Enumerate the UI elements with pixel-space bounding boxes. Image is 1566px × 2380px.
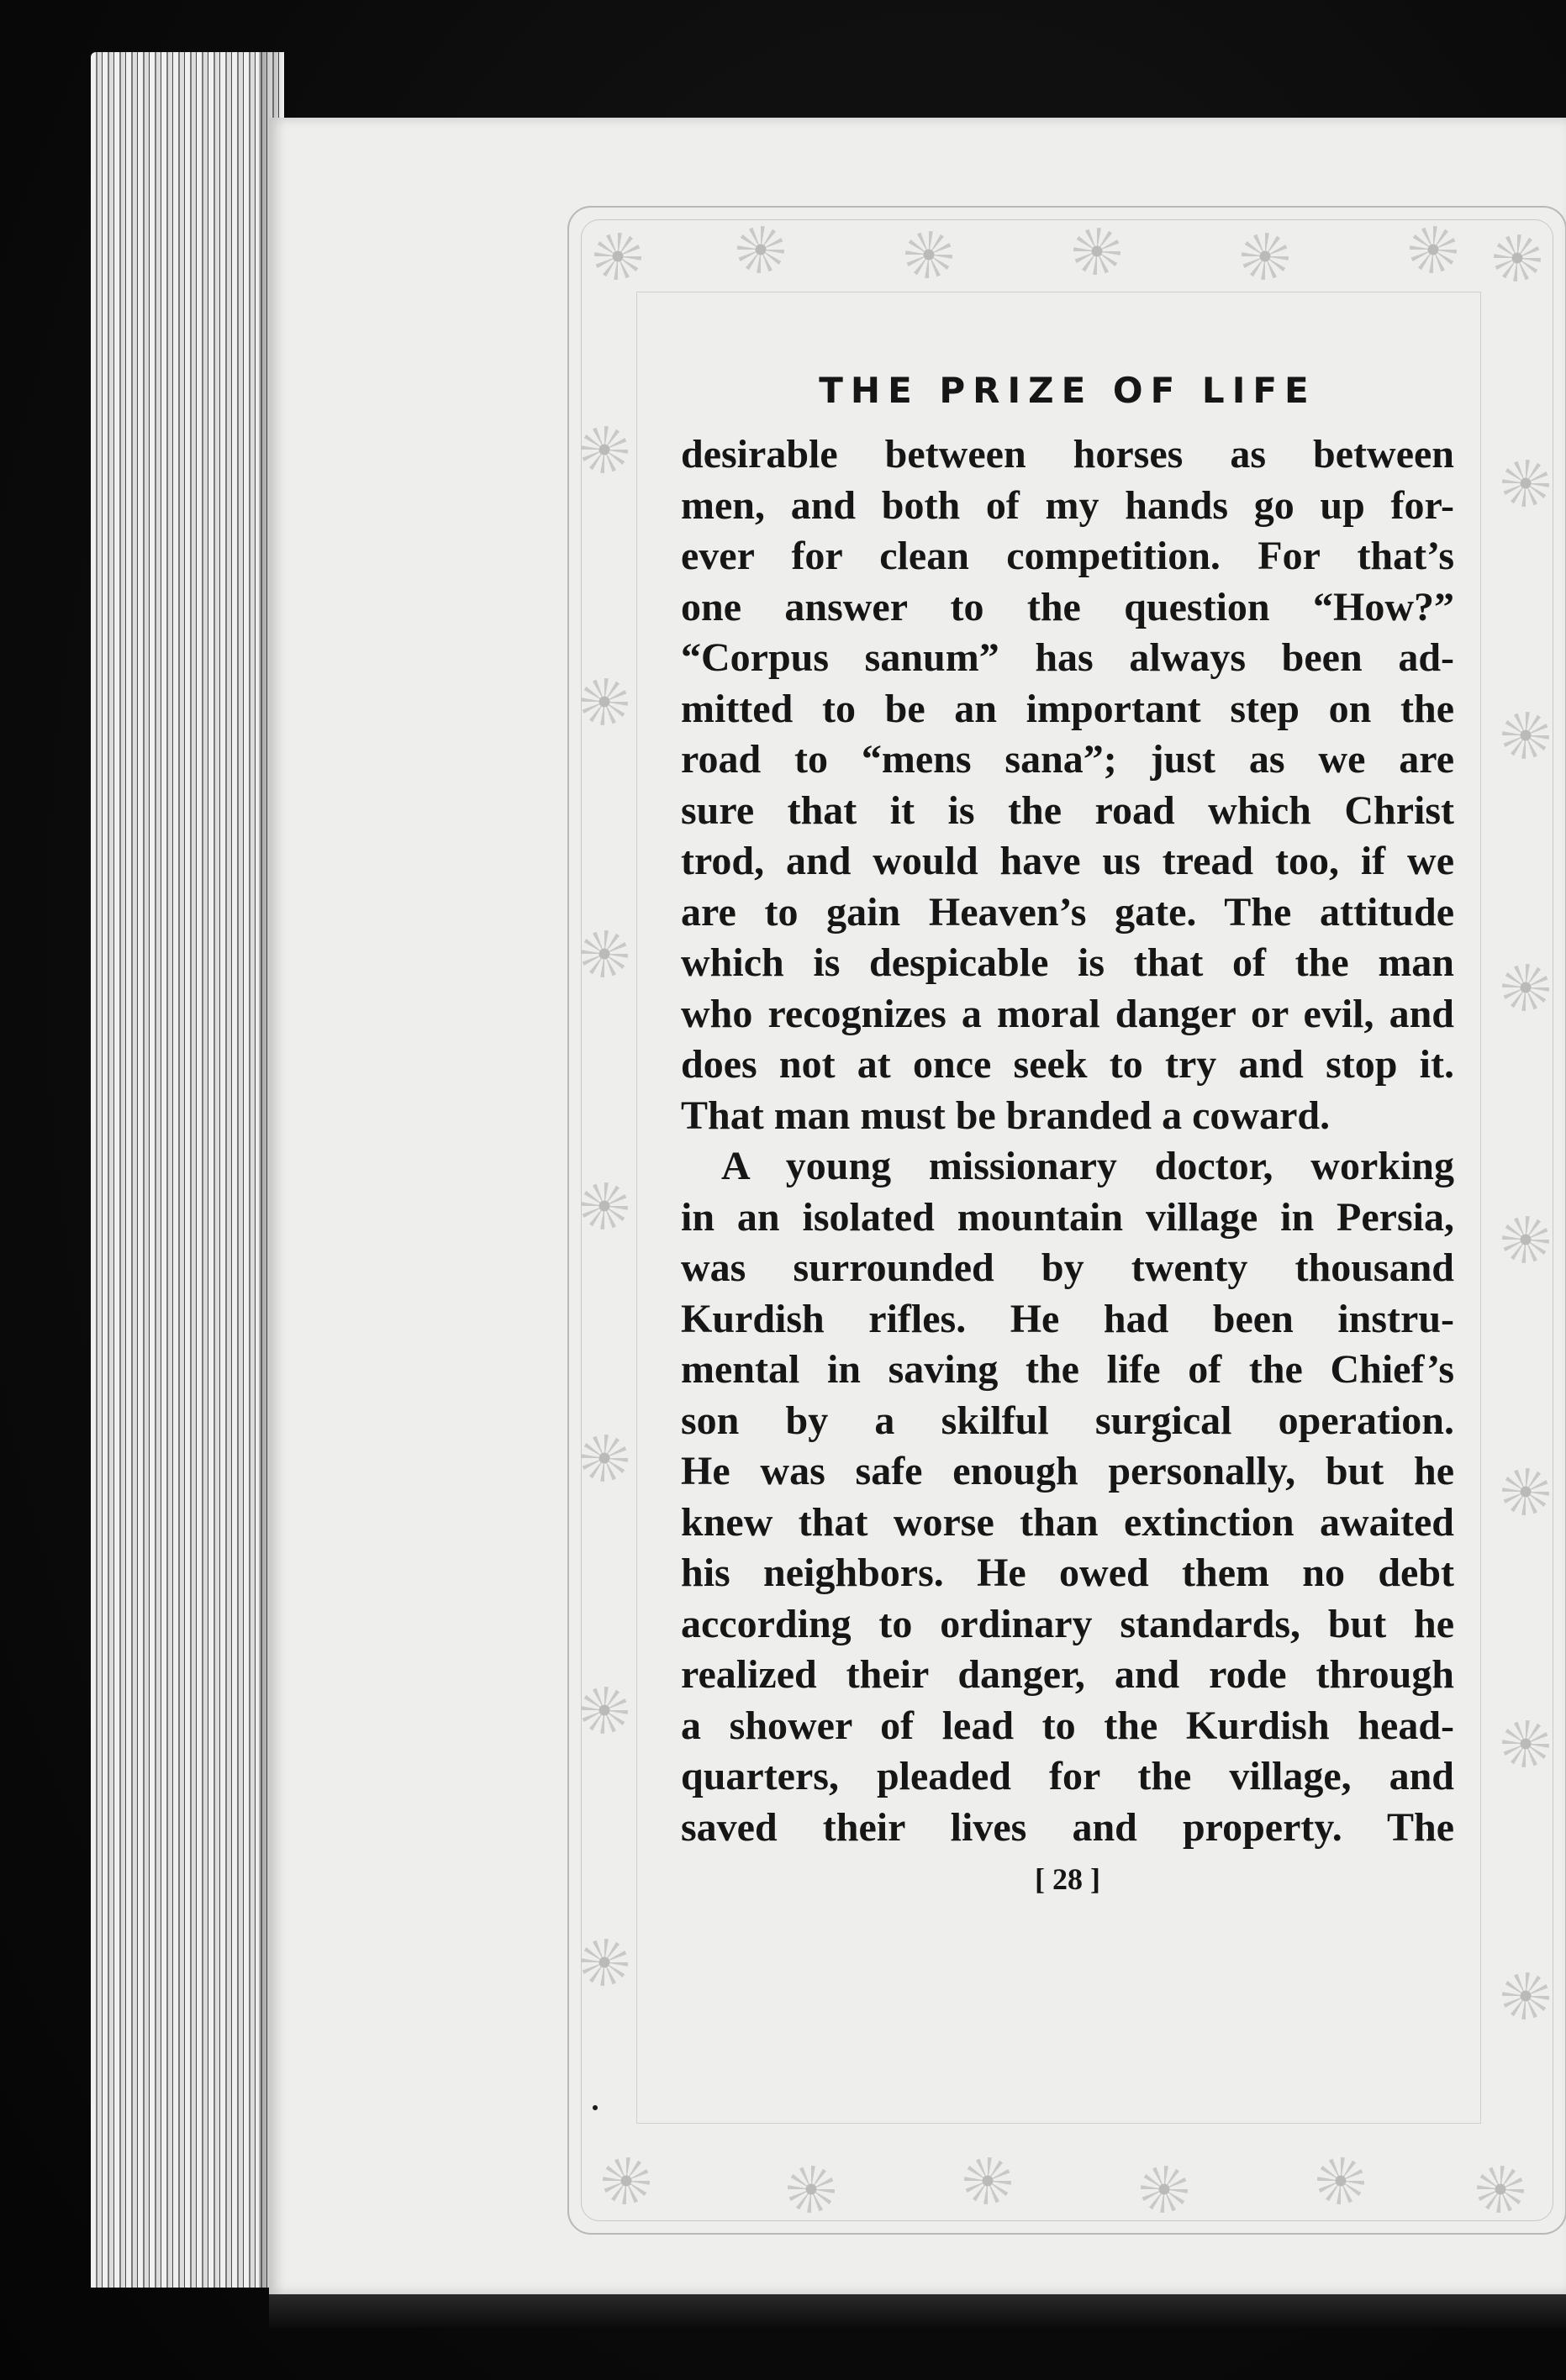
text-line: who recognizes a moral danger or evil, and <box>681 991 1454 1036</box>
flower-ornament <box>581 426 628 473</box>
text-line: in an isolated mountain village in Persia, <box>681 1194 1454 1240</box>
flower-ornament <box>1502 712 1549 759</box>
text-line: mitted to be an important step on the <box>681 686 1454 731</box>
text-line: “Corpus sanum” has always been ad- <box>681 635 1454 680</box>
flower-ornament <box>581 1939 628 1986</box>
flower-ornament <box>1502 1216 1549 1263</box>
flower-ornament <box>594 233 641 280</box>
text-line: realized their danger, and rode through <box>681 1652 1454 1697</box>
flower-ornament <box>905 231 952 278</box>
page-number: [ 28 ] <box>1035 1862 1100 1896</box>
text-line: does not at once seek to try and stop it. <box>681 1042 1454 1087</box>
text-line: one answer to the question “How?” <box>681 584 1454 629</box>
text-line: knew that worse than extinction awaited <box>681 1499 1454 1545</box>
text-line: road to “mens sana”; just as we are <box>681 737 1454 782</box>
book-page <box>269 118 1566 2294</box>
text-line: He was safe enough personally, but he <box>681 1449 1454 1493</box>
flower-ornament <box>1073 228 1120 275</box>
flower-ornament <box>964 2157 1011 2204</box>
flower-ornament <box>603 2157 650 2204</box>
text-line: men, and both of my hands go up for- <box>681 482 1454 528</box>
flower-ornament <box>581 678 628 725</box>
text-line: Kurdish rifles. He had been instru- <box>681 1296 1454 1341</box>
text-line: son by a skilful surgical operation. <box>681 1398 1454 1443</box>
flower-ornament <box>1410 226 1457 273</box>
text-line: desirable between horses as between <box>681 432 1454 477</box>
text-line: according to ordinary standards, but he <box>681 1601 1454 1646</box>
page-edges <box>91 52 284 2288</box>
text-line: sure that it is the road which Christ <box>681 787 1454 833</box>
text-line: trod, and would have us tread too, if we <box>681 839 1454 883</box>
running-head: THE PRIZE OF LIFE <box>819 370 1316 411</box>
text-line: his neighbors. He owed them no debt <box>681 1551 1454 1595</box>
text-line: quarters, pleaded for the village, and <box>681 1754 1454 1798</box>
text-line: That man must be branded a coward. <box>681 1093 1331 1138</box>
flower-ornament <box>737 226 784 273</box>
text-line: are to gain Heaven’s gate. The attitude <box>681 889 1454 935</box>
flower-ornament <box>581 1687 628 1734</box>
flower-ornament <box>581 1435 628 1482</box>
flower-ornament <box>1502 460 1549 507</box>
flower-ornament <box>1502 1972 1549 2019</box>
text-line: was surrounded by twenty thousand <box>681 1245 1454 1290</box>
text-line: saved their lives and property. The <box>681 1804 1454 1850</box>
flower-ornament <box>581 1182 628 1229</box>
flower-ornament <box>1242 233 1289 280</box>
flower-ornament <box>1317 2157 1364 2204</box>
page-bottom-shadow <box>269 2294 1566 2328</box>
text-line: a shower of lead to the Kurdish head- <box>681 1703 1454 1748</box>
flower-ornament <box>1502 964 1549 1011</box>
page-text-block <box>681 370 1454 1897</box>
scan-speck <box>593 2105 598 2110</box>
text-line: ever for clean competition. For that’s <box>681 534 1454 578</box>
flower-ornament <box>788 2166 835 2213</box>
text-line: mental in saving the life of the Chief’s <box>681 1347 1454 1392</box>
text-line: which is despicable is that of the man <box>681 940 1454 985</box>
flower-ornament <box>1502 1720 1549 1767</box>
flower-ornament <box>1494 234 1541 282</box>
text-line: A young missionary doctor, working <box>721 1144 1454 1188</box>
flower-ornament <box>1477 2166 1524 2213</box>
flower-ornament <box>581 930 628 977</box>
flower-ornament <box>1502 1468 1549 1515</box>
flower-ornament <box>1141 2166 1188 2213</box>
